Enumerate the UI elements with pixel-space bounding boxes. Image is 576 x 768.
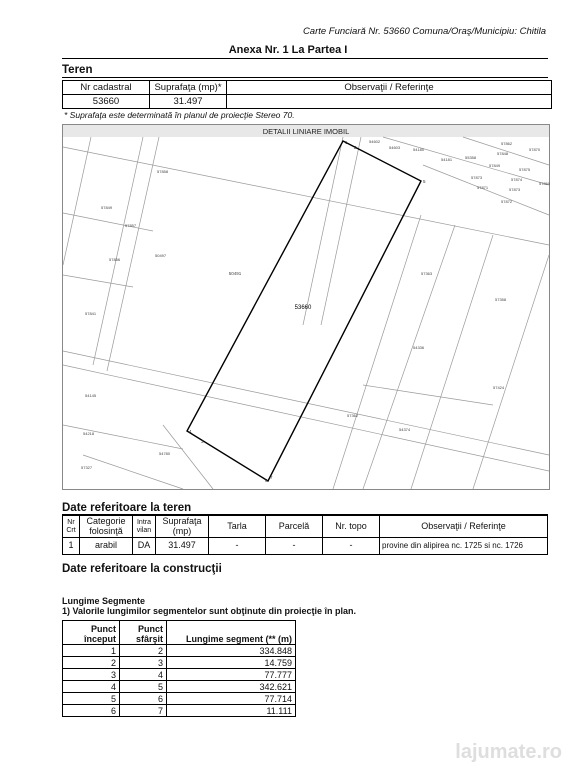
table-row xyxy=(63,681,296,693)
col-header: Intra vilan xyxy=(133,516,156,538)
neighbor-label: 54181 xyxy=(441,157,453,162)
cell-intravilan: DA xyxy=(133,538,156,555)
table-row xyxy=(63,657,296,669)
neighbor-label: 57849 xyxy=(101,205,113,210)
neighbor-label: 57358 xyxy=(495,297,507,302)
col-header: Observaţii / Referinţe xyxy=(380,516,548,538)
table-header-row xyxy=(63,81,552,95)
col-header: Observaţii / Referinţe xyxy=(227,81,552,95)
cell: 3 xyxy=(120,657,167,669)
neighbor-label: 54336 xyxy=(413,345,425,350)
col-header: Punct început xyxy=(63,621,120,645)
neighbor-label: 57860 xyxy=(539,181,551,186)
cell: 4 xyxy=(120,669,167,681)
cell-categorie: arabil xyxy=(80,538,133,555)
col-header: Parcelă xyxy=(266,516,323,538)
neighbor-label: 54218 xyxy=(83,431,95,436)
neighbor-label: 54180 xyxy=(413,147,425,152)
cell: 342.621 xyxy=(167,681,296,693)
cadastral-map xyxy=(62,124,550,490)
neighbor-label: 54602 xyxy=(369,139,381,144)
col-header: Tarla xyxy=(209,516,266,538)
neighbor-label: 57841 xyxy=(85,311,97,316)
neighbor-label: 57849 xyxy=(489,163,501,168)
date-teren-table xyxy=(62,515,548,555)
neighbor-label: 50497 xyxy=(155,253,167,258)
col-header: Suprafaţa (mp) xyxy=(156,516,209,538)
cell-tarla: - xyxy=(209,538,266,555)
neighbor-label: 54374 xyxy=(399,427,411,432)
vertex-label: 1 xyxy=(345,140,348,145)
neighbor-label: 54780 xyxy=(159,451,171,456)
col-header: Suprafaţa (mp)* xyxy=(150,81,227,95)
parcel-inner-label: 50491 xyxy=(228,271,242,276)
neighbor-label: 57362 xyxy=(347,413,359,418)
table-row xyxy=(63,538,548,555)
cell: 2 xyxy=(63,657,120,669)
neighbor-label: 57424 xyxy=(493,385,505,390)
col-header: Nr cadastral xyxy=(63,81,150,95)
neighbor-label: 57848 xyxy=(497,151,509,156)
neighbor-label: 57875 xyxy=(519,167,531,172)
document-reference: Carte Funciară Nr. 53660 Comuna/Oraş/Municipiu: Chitila xyxy=(302,26,546,37)
neighbor-label: 57874 xyxy=(511,177,523,182)
neighbor-label: 54145 xyxy=(85,393,97,398)
segment-lengths-table xyxy=(62,620,296,717)
neighbor-label: 57363 xyxy=(421,271,433,276)
lungime-title: Lungime Segmente xyxy=(62,596,146,606)
neighbor-label: 57857 xyxy=(125,223,137,228)
parcel-label: 53660 xyxy=(294,305,312,311)
neighbor-label: 55358 xyxy=(465,155,477,160)
table-row xyxy=(63,705,296,717)
cell: 3 xyxy=(63,669,120,681)
vertex-label: 3 xyxy=(201,439,204,444)
cell: 2 xyxy=(120,645,167,657)
cell: 1 xyxy=(63,645,120,657)
table-row xyxy=(63,669,296,681)
table-row xyxy=(63,645,296,657)
date-teren-heading: Date referitoare la teren xyxy=(62,502,192,514)
cell-suprafata: 31.497 xyxy=(156,538,209,555)
neighbor-label: 57872 xyxy=(501,199,513,204)
cell: 77.777 xyxy=(167,669,296,681)
col-header: Categorie folosinţă xyxy=(80,516,133,538)
divider xyxy=(62,58,548,59)
cell: 11.111 xyxy=(167,705,296,717)
cell: 6 xyxy=(63,705,120,717)
cell-parcela: - xyxy=(266,538,323,555)
col-header: Nr. topo xyxy=(323,516,380,538)
cell-nr-topo: - xyxy=(323,538,380,555)
teren-table xyxy=(62,80,552,109)
neighbor-label: 57871 xyxy=(477,185,489,190)
vertex-label: 6 xyxy=(265,478,268,483)
cell: 5 xyxy=(120,681,167,693)
vertex-label: 2 xyxy=(354,145,357,150)
parcel-outline xyxy=(187,141,421,481)
cell: 5 xyxy=(63,693,120,705)
neighbor-label: 54603 xyxy=(389,145,401,150)
date-constructii-heading: Date referitoare la construcţii xyxy=(62,563,222,575)
table-header-row xyxy=(63,516,548,538)
cell: 334.848 xyxy=(167,645,296,657)
col-header: Lungime segment (** (m) xyxy=(167,621,296,645)
watermark: lajumate.ro xyxy=(455,741,562,763)
neighbor-label: 57856 xyxy=(109,257,121,262)
vertex-label: 4 xyxy=(189,429,192,434)
table-row xyxy=(63,95,552,109)
cell-suprafata: 31.497 xyxy=(150,95,227,109)
cell: 14.759 xyxy=(167,657,296,669)
col-header: Nr Crt xyxy=(63,516,80,538)
table-header-row xyxy=(63,621,296,645)
neighbor-label: 57862 xyxy=(501,141,513,146)
cell-nr-crt: 1 xyxy=(63,538,80,555)
neighbor-label: 57873 xyxy=(509,187,521,192)
annex-title: Anexa Nr. 1 La Partea I xyxy=(228,44,348,56)
neighbor-label: 57870 xyxy=(529,147,541,152)
cell: 7 xyxy=(120,705,167,717)
vertex-label: 7 xyxy=(270,475,273,480)
vertex-labels xyxy=(189,140,426,483)
cell: 4 xyxy=(63,681,120,693)
lungime-subtitle: 1) Valorile lungimilor segmentelor sunt obţinute din proiecţie în plan. xyxy=(62,606,357,616)
cell-observatii xyxy=(227,95,552,109)
surface-note: * Suprafaţa este determinată în planul de proiecţie Stereo 70. xyxy=(64,110,295,120)
cell: 77.714 xyxy=(167,693,296,705)
divider xyxy=(62,77,548,78)
col-header: Punct sfârşit xyxy=(120,621,167,645)
neighbor-label: 57327 xyxy=(81,465,93,470)
neighbor-label: 57858 xyxy=(157,169,169,174)
map-title: DETALII LINIARE IMOBIL xyxy=(262,127,350,136)
vertex-label: 5 xyxy=(423,179,426,184)
cell: 6 xyxy=(120,693,167,705)
table-row xyxy=(63,693,296,705)
teren-heading: Teren xyxy=(62,64,93,76)
map-drawing xyxy=(63,125,549,489)
neighbor-label: 57873 xyxy=(471,175,483,180)
cell-nr-cadastral: 53660 xyxy=(63,95,150,109)
cell-observatii: provine din alipirea nc. 1725 si nc. 1726 xyxy=(380,538,548,555)
